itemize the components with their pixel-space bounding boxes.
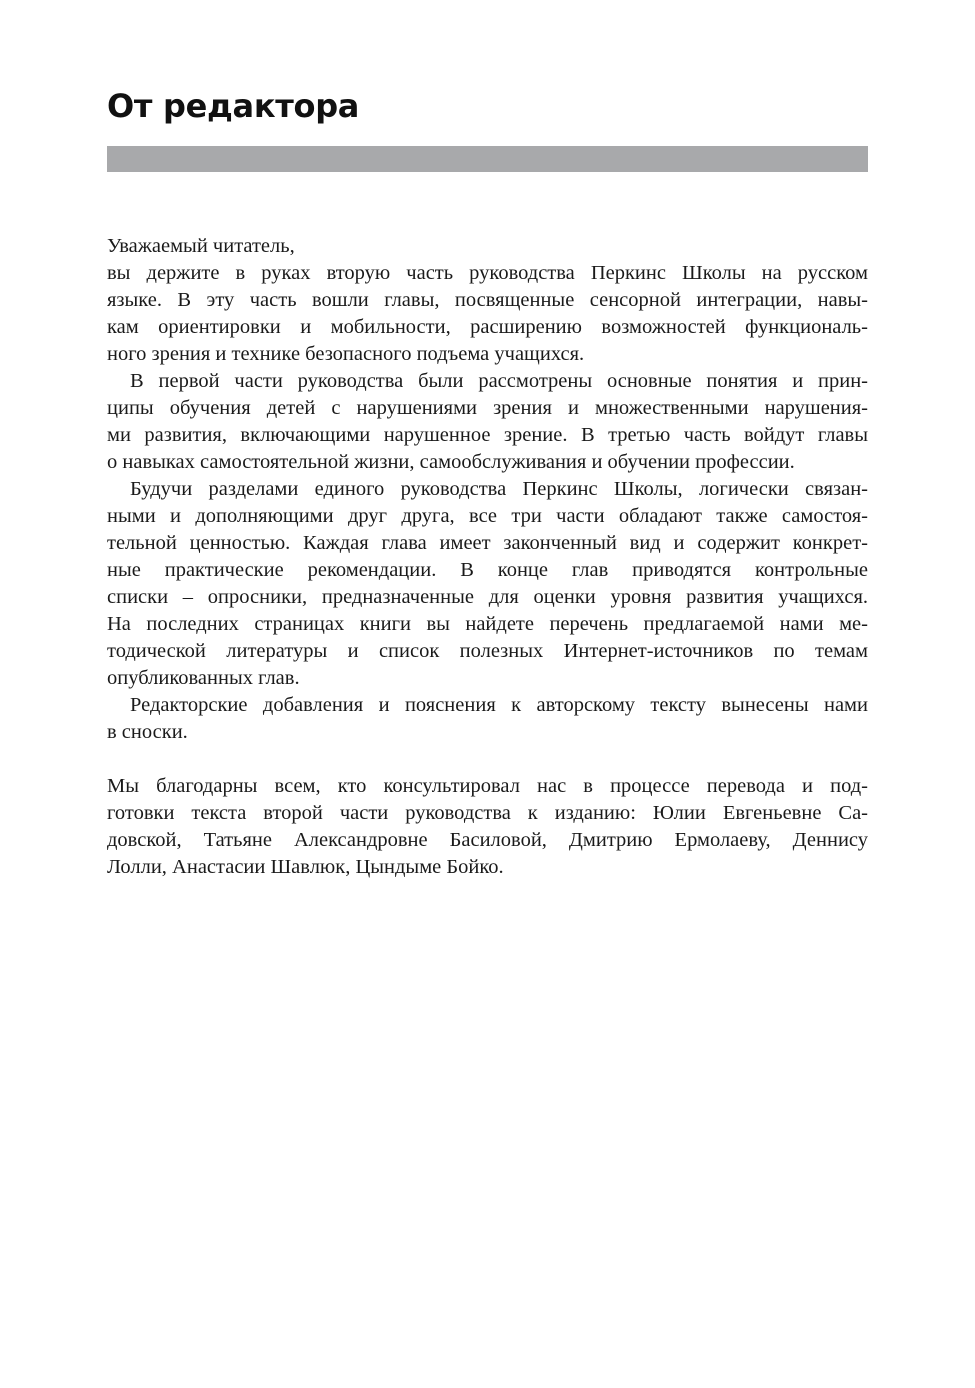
text-line: опубликованных глав. [107, 667, 300, 689]
acknowledgement-paragraph [107, 773, 868, 881]
paragraph-4 [107, 692, 868, 746]
text-line: ми развития, включающими нарушенное зрение. В третью часть войдут главы [107, 424, 868, 446]
text-line: вы держите в руках вторую часть руководства Перкинс Школы на русском [107, 262, 868, 284]
text-line: ные практические рекомендации. В конце глав приводятся контрольные [107, 559, 868, 581]
text-line: в сноски. [107, 721, 188, 743]
text-line: ными и дополняющими друг друга, все три части обладают также самостоя- [107, 505, 868, 527]
page-title: От редактора [107, 87, 360, 125]
paragraph-2 [107, 368, 868, 476]
text-line: ного зрения и технике безопасного подъема учащихся. [107, 343, 585, 365]
text-line: языке. В эту часть вошли главы, посвященные сенсорной интеграции, навы- [107, 289, 868, 311]
title-underline-bar [107, 146, 868, 172]
text-line: Редакторские добавления и пояснения к авторскому тексту вынесены нами [130, 694, 868, 716]
body-text [107, 233, 868, 881]
text-line: Будучи разделами единого руководства Перкинс Школы, логически связан- [130, 478, 868, 500]
paragraph-1 [107, 260, 868, 368]
text-line: готовки текста второй части руководства к изданию: Юлии Евгеньевне Са- [107, 802, 868, 824]
text-line: о навыках самостоятельной жизни, самообслуживания и обучении профессии. [107, 451, 795, 473]
text-line: тодической литературы и список полезных Интернет-источников по темам [107, 640, 868, 662]
text-line: кам ориентировки и мобильности, расширению возможностей функциональ- [107, 316, 868, 338]
text-line: довской, Татьяне Александровне Басиловой, Дмитрию Ермолаеву, Деннису [107, 829, 868, 851]
greeting-line: Уважаемый читатель, [107, 235, 295, 257]
paragraph-3 [107, 476, 868, 692]
text-line: ципы обучения детей с нарушениями зрения и множественными нарушения- [107, 397, 868, 419]
paragraph-gap [107, 746, 868, 773]
text-line: В первой части руководства были рассмотрены основные понятия и прин- [130, 370, 868, 392]
text-line: тельной ценностью. Каждая глава имеет законченный вид и содержит конкрет- [107, 532, 868, 554]
text-line: На последних страницах книги вы найдете перечень предлагаемой нами ме- [107, 613, 868, 635]
text-line: Лолли, Анастасии Шавлюк, Цындыме Бойко. [107, 856, 504, 878]
text-line: Мы благодарны всем, кто консультировал нас в процессе перевода и под- [107, 775, 868, 797]
text-line: списки – опросники, предназначенные для оценки уровня развития учащихся. [107, 586, 868, 608]
